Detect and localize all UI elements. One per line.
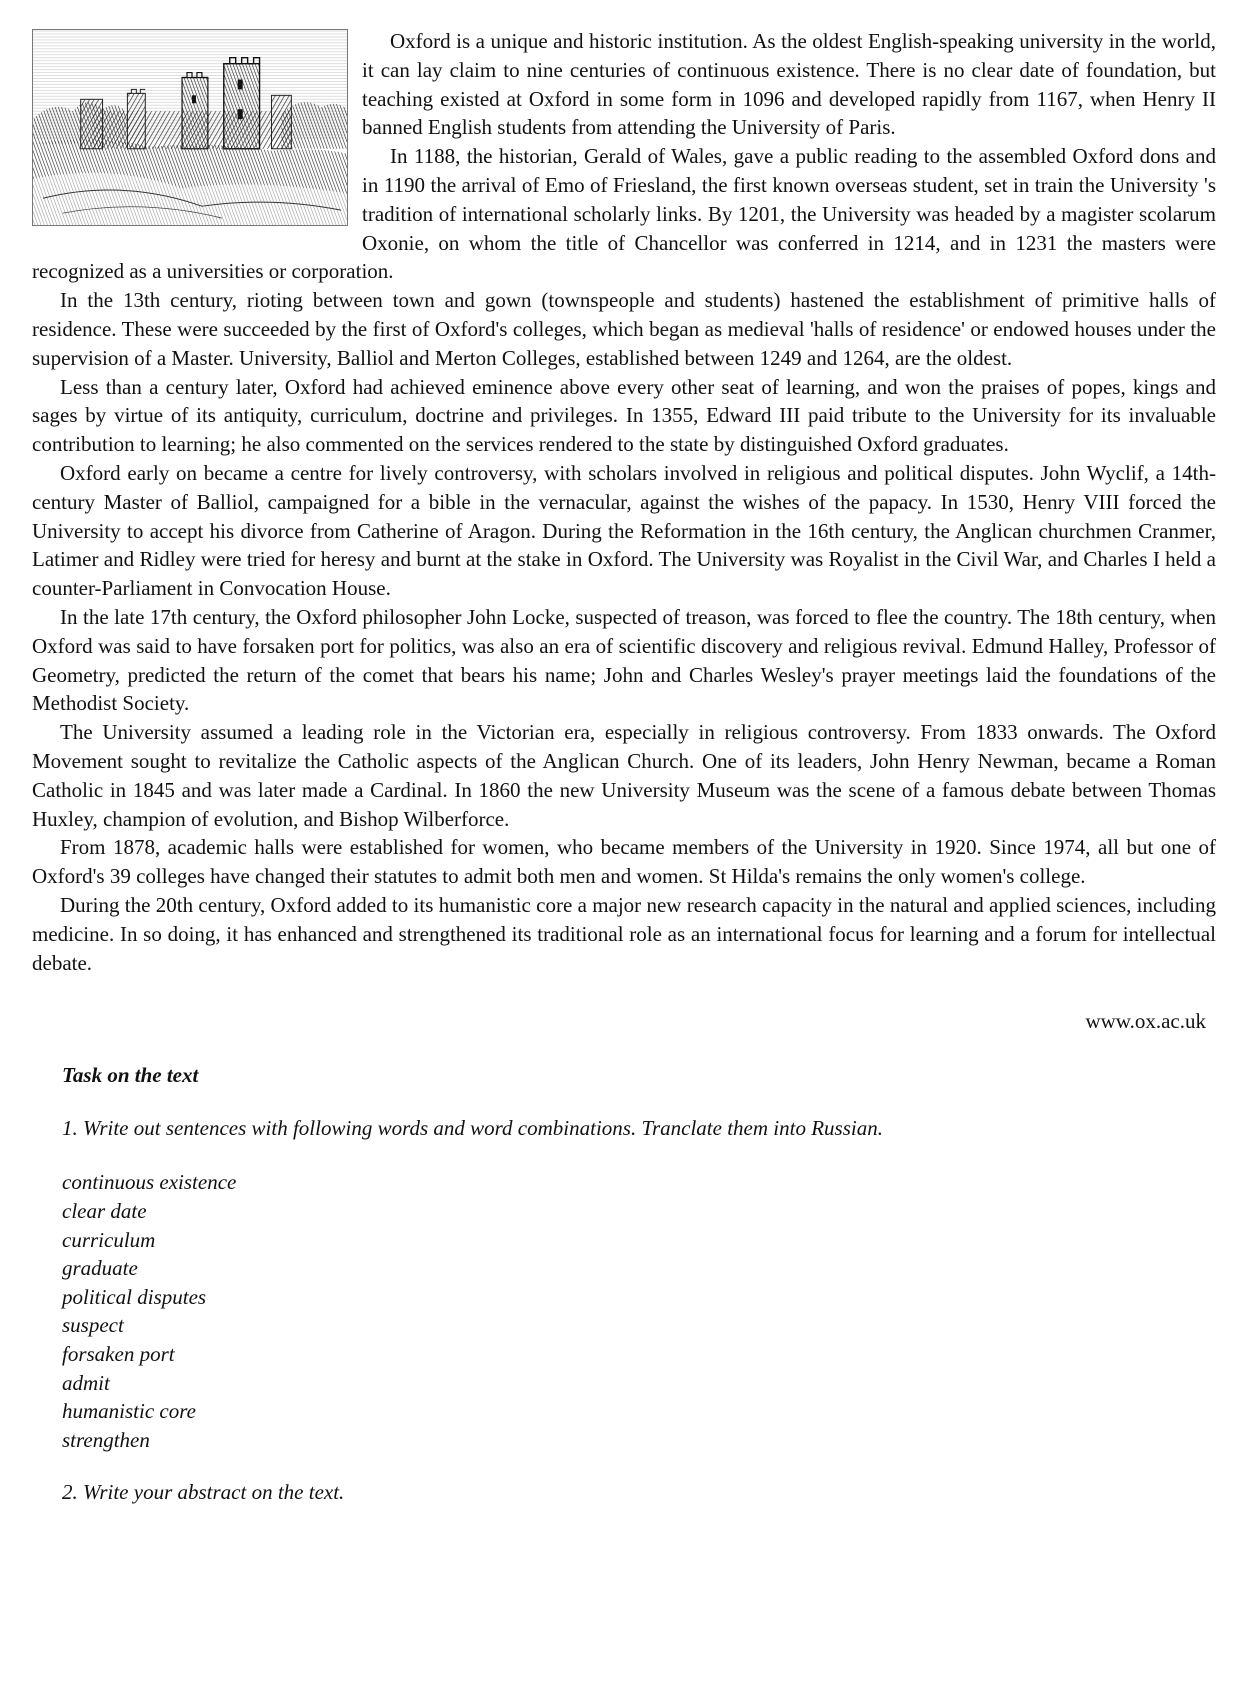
vocabulary-item: clear date <box>62 1199 147 1224</box>
vocabulary-item: curriculum <box>62 1227 156 1252</box>
task-item-2: 2. Write your abstract on the text. <box>62 1480 345 1505</box>
paragraph: Oxford early on became a centre for lively controversy, with scholars involved in religious and political disputes. John Wyclif, a 14th-century Master of Balliol, campaigned for a bible in the vernacular, against the wishes of the papacy. In 1530, Henry VIII forced the University to accept his divorce from Catherine of Aragon. During the Reformation in the 16th century, the Anglican churchmen Cranmer, Latimer and Ridley were tried for heresy and burnt at the stake in Oxford. The University was Royalist in the Civil War, and Charles I held a counter-Parliament in Convocation House. <box>32 460 1216 601</box>
castle-engraving-image <box>32 29 348 226</box>
paragraph: In the late 17th century, the Oxford philosopher John Locke, suspected of treason, was forced to flee the country. The 18th century, when Oxford was said to have forsaken port for politics, was also an era of scientific discovery and religious revival. Edmund Halley, Professor of Geometry, predicted the return of the comet that bears his name; John and Charles Wesley's prayer meetings laid the foundations of the Methodist Society. <box>32 604 1216 716</box>
paragraph: Less than a century later, Oxford had achieved eminence above every other seat of learning, and won the praises of popes, kings and sages by virtue of its antiquity, curriculum, doctrine and privileges. In 1355, Edward III paid tribute to the University for its invaluable contribution to learning; he also commented on the services rendered to the state by distinguished Oxford graduates. <box>32 374 1216 457</box>
paragraph: Oxford is a unique and historic institution. As the oldest English-speaking university in the world, it can lay claim to nine centuries of continuous existence. There is no clear date of foundation, but teaching existed at Oxford in some form in 1096 and developed rapidly from 1167, when Henry II banned English students from attending the University of Paris. <box>362 29 1216 140</box>
paragraph: The University assumed a leading role in the Victorian era, especially in religious controversy. From 1833 onwards. The Oxford Movement sought to revitalize the Catholic aspects of the Anglican Church. One of its leaders, John Henry Newman, became a Roman Catholic in 1845 and was later made a Cardinal. In 1860 the new University Museum was the scene of a famous debate between Thomas Huxley, champion of evolution, and Bishop Wilberforce. <box>32 720 1216 831</box>
vocabulary-item: admit <box>62 1370 110 1395</box>
castle-engraving-icon <box>33 30 347 225</box>
vocabulary-item: forsaken port <box>62 1342 175 1367</box>
vocabulary-item: graduate <box>62 1256 138 1281</box>
vocabulary-item: humanistic core <box>62 1399 196 1424</box>
paragraph: From 1878, academic halls were established for women, who became members of the University in 1920. Since 1974, all but one of Oxford's 39 colleges have changed their statutes to admit both men and women. St Hilda's remains the only women's college. <box>32 835 1216 889</box>
vocabulary-item: continuous existence <box>62 1170 237 1195</box>
vocabulary-item: strengthen <box>62 1427 150 1452</box>
paragraph: During the 20th century, Oxford added to its humanistic core a major new research capacity in the natural and applied sciences, including medicine. In so doing, it has enhanced and strengthened its traditional role as an international focus for learning and a forum for intellectual debate. <box>32 892 1216 975</box>
task-heading: Task on the text <box>62 1063 199 1088</box>
paragraph: In the 13th century, rioting between town and gown (townspeople and students) hastened the establishment of primitive halls of residence. These were succeeded by the first of Oxford's colleges, which began as medieval 'halls of residence' or endowed houses under the supervision of a Master. University, Balliol and Merton Colleges, established between 1249 and 1264, are the oldest. <box>32 288 1216 370</box>
task-item-1: 1. Write out sentences with following words and word combinations. Tranclate them into Russian. <box>62 1115 883 1140</box>
paragraph: In 1188, the historian, Gerald of Wales, gave a public reading to the assembled Oxford dons and in 1190 the arrival of Emo of Friesland, the first known overseas student, set in train the University 's tradition of international scholarly links. By 1201, the University was headed by a magister scolarum Oxonie, on whom the title of Chancellor was conferred in 1214, and in 1231 the masters were recognized as a universities or corporation. <box>32 144 1216 284</box>
source-link[interactable]: www.ox.ac.uk <box>1085 1009 1206 1034</box>
vocabulary-item: suspect <box>62 1313 124 1338</box>
task-section <box>32 1061 1216 1507</box>
vocabulary-item: political disputes <box>62 1284 207 1309</box>
vocabulary-list <box>62 1168 1216 1454</box>
